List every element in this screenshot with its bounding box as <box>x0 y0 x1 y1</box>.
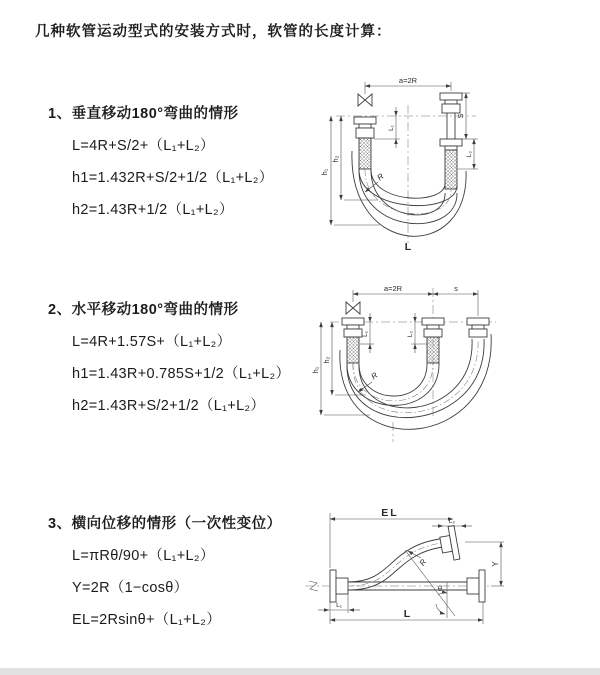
dim-label-l2: L₂ <box>448 518 456 525</box>
left-fitting <box>342 318 364 363</box>
dim-label-a: a=2R <box>383 284 403 293</box>
left-flange <box>330 570 348 602</box>
diagram-vertical-180-bend <box>308 73 598 258</box>
angle-theta <box>405 550 455 618</box>
section-1-heading: 1、垂直移动180°弯曲的情形 <box>48 106 239 122</box>
section-3 <box>48 508 282 636</box>
radius-label: R <box>369 370 380 382</box>
dim-label-l1: L₁ <box>388 125 395 131</box>
dimension-L1 <box>374 107 400 148</box>
formula-h2: h2=1.43R+1/2（L₁+L₂） <box>72 202 234 218</box>
radius-label: R <box>417 557 429 568</box>
section-2-heading: 2、水平移动180°弯曲的情形 <box>48 302 239 318</box>
dim-label-h1: h₁ <box>320 168 329 176</box>
formula-L: L=4R+1.57S+（L₁+L₂） <box>72 334 232 350</box>
dim-label-l2: L₂ <box>466 150 473 158</box>
right-fitting <box>467 318 489 337</box>
dim-label-a: a=2R <box>398 76 418 85</box>
length-label: L <box>404 241 412 253</box>
dim-label-l1: L₁ <box>362 331 369 337</box>
dim-label-h1: h₁ <box>311 366 320 374</box>
middle-fitting <box>422 318 444 363</box>
dimension-L1 <box>318 594 360 613</box>
upper-flange <box>438 526 460 562</box>
dim-label-s: s <box>454 284 458 293</box>
formula-Y: Y=2R（1−cosθ） <box>72 580 189 596</box>
page-bottom-edge <box>0 668 600 675</box>
right-lower-flange <box>467 570 485 602</box>
dimension-EL <box>330 507 453 568</box>
dimension-a-2R <box>365 76 451 94</box>
right-fitting-lower <box>440 139 462 189</box>
formula-h1: h1=1.43R+0.785S+1/2（L₁+L₂） <box>72 366 291 382</box>
section-2 <box>48 294 290 422</box>
valve-icon <box>346 302 360 314</box>
formula-EL: EL=2Rsinθ+（L₁+L₂） <box>72 612 222 628</box>
dim-label-s: S <box>456 113 465 119</box>
diagram-lateral-displacement <box>295 498 595 648</box>
section-1 <box>48 98 274 226</box>
radius-label: R <box>375 171 386 183</box>
dim-label-el: EL <box>381 507 399 519</box>
dim-label-h2: h₂ <box>331 155 340 163</box>
formula-h1: h1=1.432R+S/2+1/2（L₁+L₂） <box>72 170 274 186</box>
dim-label-y: Y <box>491 561 500 567</box>
dim-label-l: L <box>403 608 411 620</box>
angle-label: θ <box>437 584 443 593</box>
section-3-heading: 3、横向位移的情形（一次性变位） <box>48 516 282 532</box>
dimension-L <box>330 602 483 624</box>
valve-icon <box>358 94 372 106</box>
diagram-horizontal-180-bend <box>308 282 598 462</box>
left-fitting <box>354 117 376 169</box>
dimension-s <box>433 284 478 294</box>
centerlines <box>330 288 496 442</box>
dim-label-l1: L₁ <box>336 602 342 609</box>
formula-L: L=πRθ/90+（L₁+L₂） <box>72 548 215 564</box>
dimension-a-2R <box>353 284 478 316</box>
formula-L: L=4R+S/2+（L₁+L₂） <box>72 138 215 154</box>
page-title: 几种软管运动型式的安装方式时，软管的长度计算： <box>35 24 392 40</box>
dim-label-h2: h₂ <box>322 356 331 364</box>
dim-label-l2: L₂ <box>407 330 414 338</box>
formula-h2: h2=1.43R+S/2+1/2（L₁+L₂） <box>72 398 266 414</box>
